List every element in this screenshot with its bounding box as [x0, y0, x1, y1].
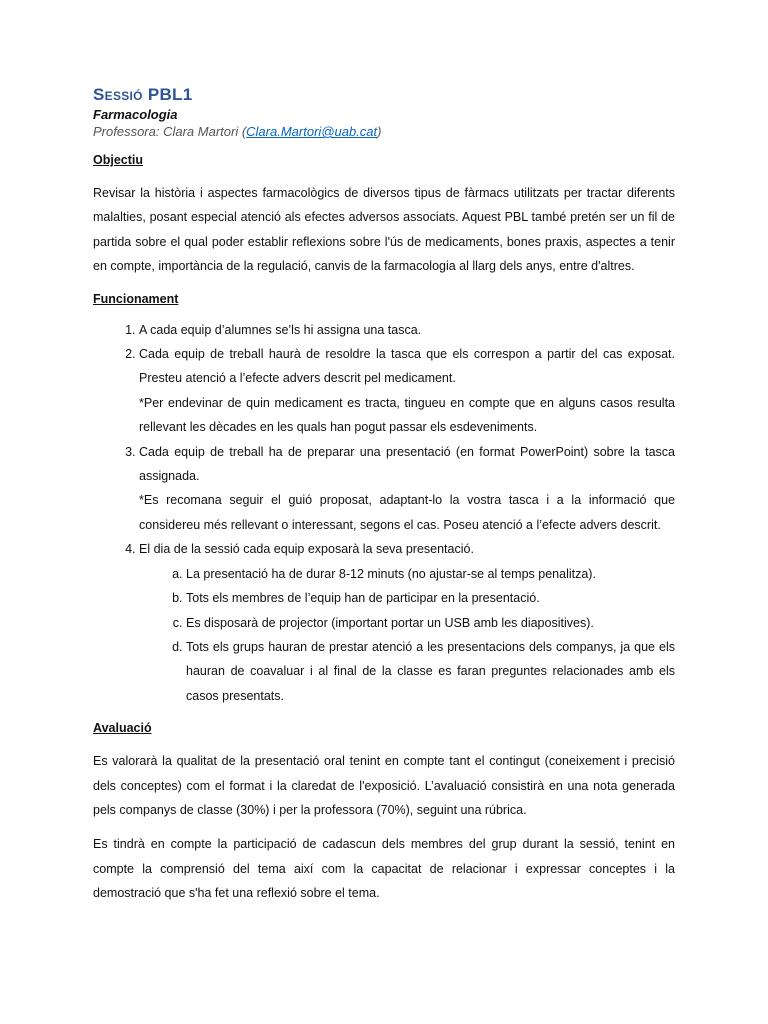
session-title: Sessió PBL1 [93, 85, 193, 104]
subject-name: Farmacologia [93, 107, 178, 122]
objectiu-text: Revisar la història i aspectes farmacològics de diversos tipus de fàrmacs utilitzats per tractar diferents malalties, posant especial atenció als efectes adversos associats. Aquest PBL també pretén ser un fil de partida sobre el qual poder establir reflexions sobre l'ús de medicaments, bones praxis, aspectes a tenir en compte, importància de la regulació, canvis de la farmacologia al llarg dels anys, entre d'altres. [93, 186, 675, 274]
teacher-email-link[interactable]: Clara.Martori@uab.cat [246, 124, 378, 139]
step-text: Cada equip de treball ha de preparar una presentació (en format PowerPoint) sobre la tasca assignada. [139, 444, 675, 484]
funcionament-steps [93, 318, 675, 709]
document-page [93, 84, 675, 906]
list-item [139, 342, 675, 440]
list-item: d. Tots els grups hauran de prestar atenció a les presentacions dels companys, ja que els hauran de coavaluar i al final de la classe es faran preguntes relacionades amb els casos presentats. [186, 635, 675, 708]
list-item [139, 318, 675, 342]
teacher-suffix: ) [377, 124, 382, 139]
teacher-prefix: Professora: Clara Martori ( [93, 124, 247, 139]
step-note: *Per endevinar de quin medicament es tracta, tingueu en compte que en alguns casos resulta rellevant les dècades en les quals han pogut passar els esdeveniments. [139, 395, 675, 435]
list-item: b. Tots els membres de l’equip han de participar en la presentació. [186, 586, 675, 610]
avaluacio-para-2: Es tindrà en compte la participació de cadascun dels membres del grup durant la sessió, tenint en compte la comprensió del tema així com la capacitat de relacionar i expressar conceptes i la demostració que s'ha fet una reflexió sobre el tema. [93, 837, 675, 901]
teacher-line [93, 123, 675, 140]
list-item: a. La presentació ha de durar 8-12 minuts (no ajustar-se al temps penalitza). [186, 562, 675, 586]
objectiu-heading: Objectiu [93, 153, 144, 167]
avaluacio-para-1: Es valorarà la qualitat de la presentació oral tenint en compte tant el contingut (coneixement i precisió dels conceptes) com el format i la claredat de l'exposició. L’avaluació consistirà en una nota generada pels companys de classe (30%) i per la professora (70%), seguint una rúbrica. [93, 754, 675, 817]
avaluacio-heading: Avaluació [93, 721, 152, 736]
step-text: A cada equip d’alumnes se’ls hi assigna una tasca. [139, 322, 422, 337]
step-text: El dia de la sessió cada equip exposarà la seva presentació. [139, 542, 474, 557]
step-text: Cada equip de treball haurà de resoldre la tasca que els correspon a partir del cas exposat. Presteu atenció a l’efecte advers descrit pel medicament. [139, 347, 675, 386]
list-item: c. Es disposarà de projector (important portar un USB amb les diapositives). [186, 611, 675, 635]
funcionament-heading: Funcionament [93, 291, 179, 306]
list-item [139, 537, 675, 708]
step-note: *Es recomana seguir el guió proposat, adaptant-lo la vostra tasca i a la informació que considereu més rellevant o interessant, segons el cas. Poseu atenció a l’efecte advers descrit. [139, 493, 675, 532]
presentation-rules [139, 562, 675, 708]
list-item [139, 440, 675, 538]
